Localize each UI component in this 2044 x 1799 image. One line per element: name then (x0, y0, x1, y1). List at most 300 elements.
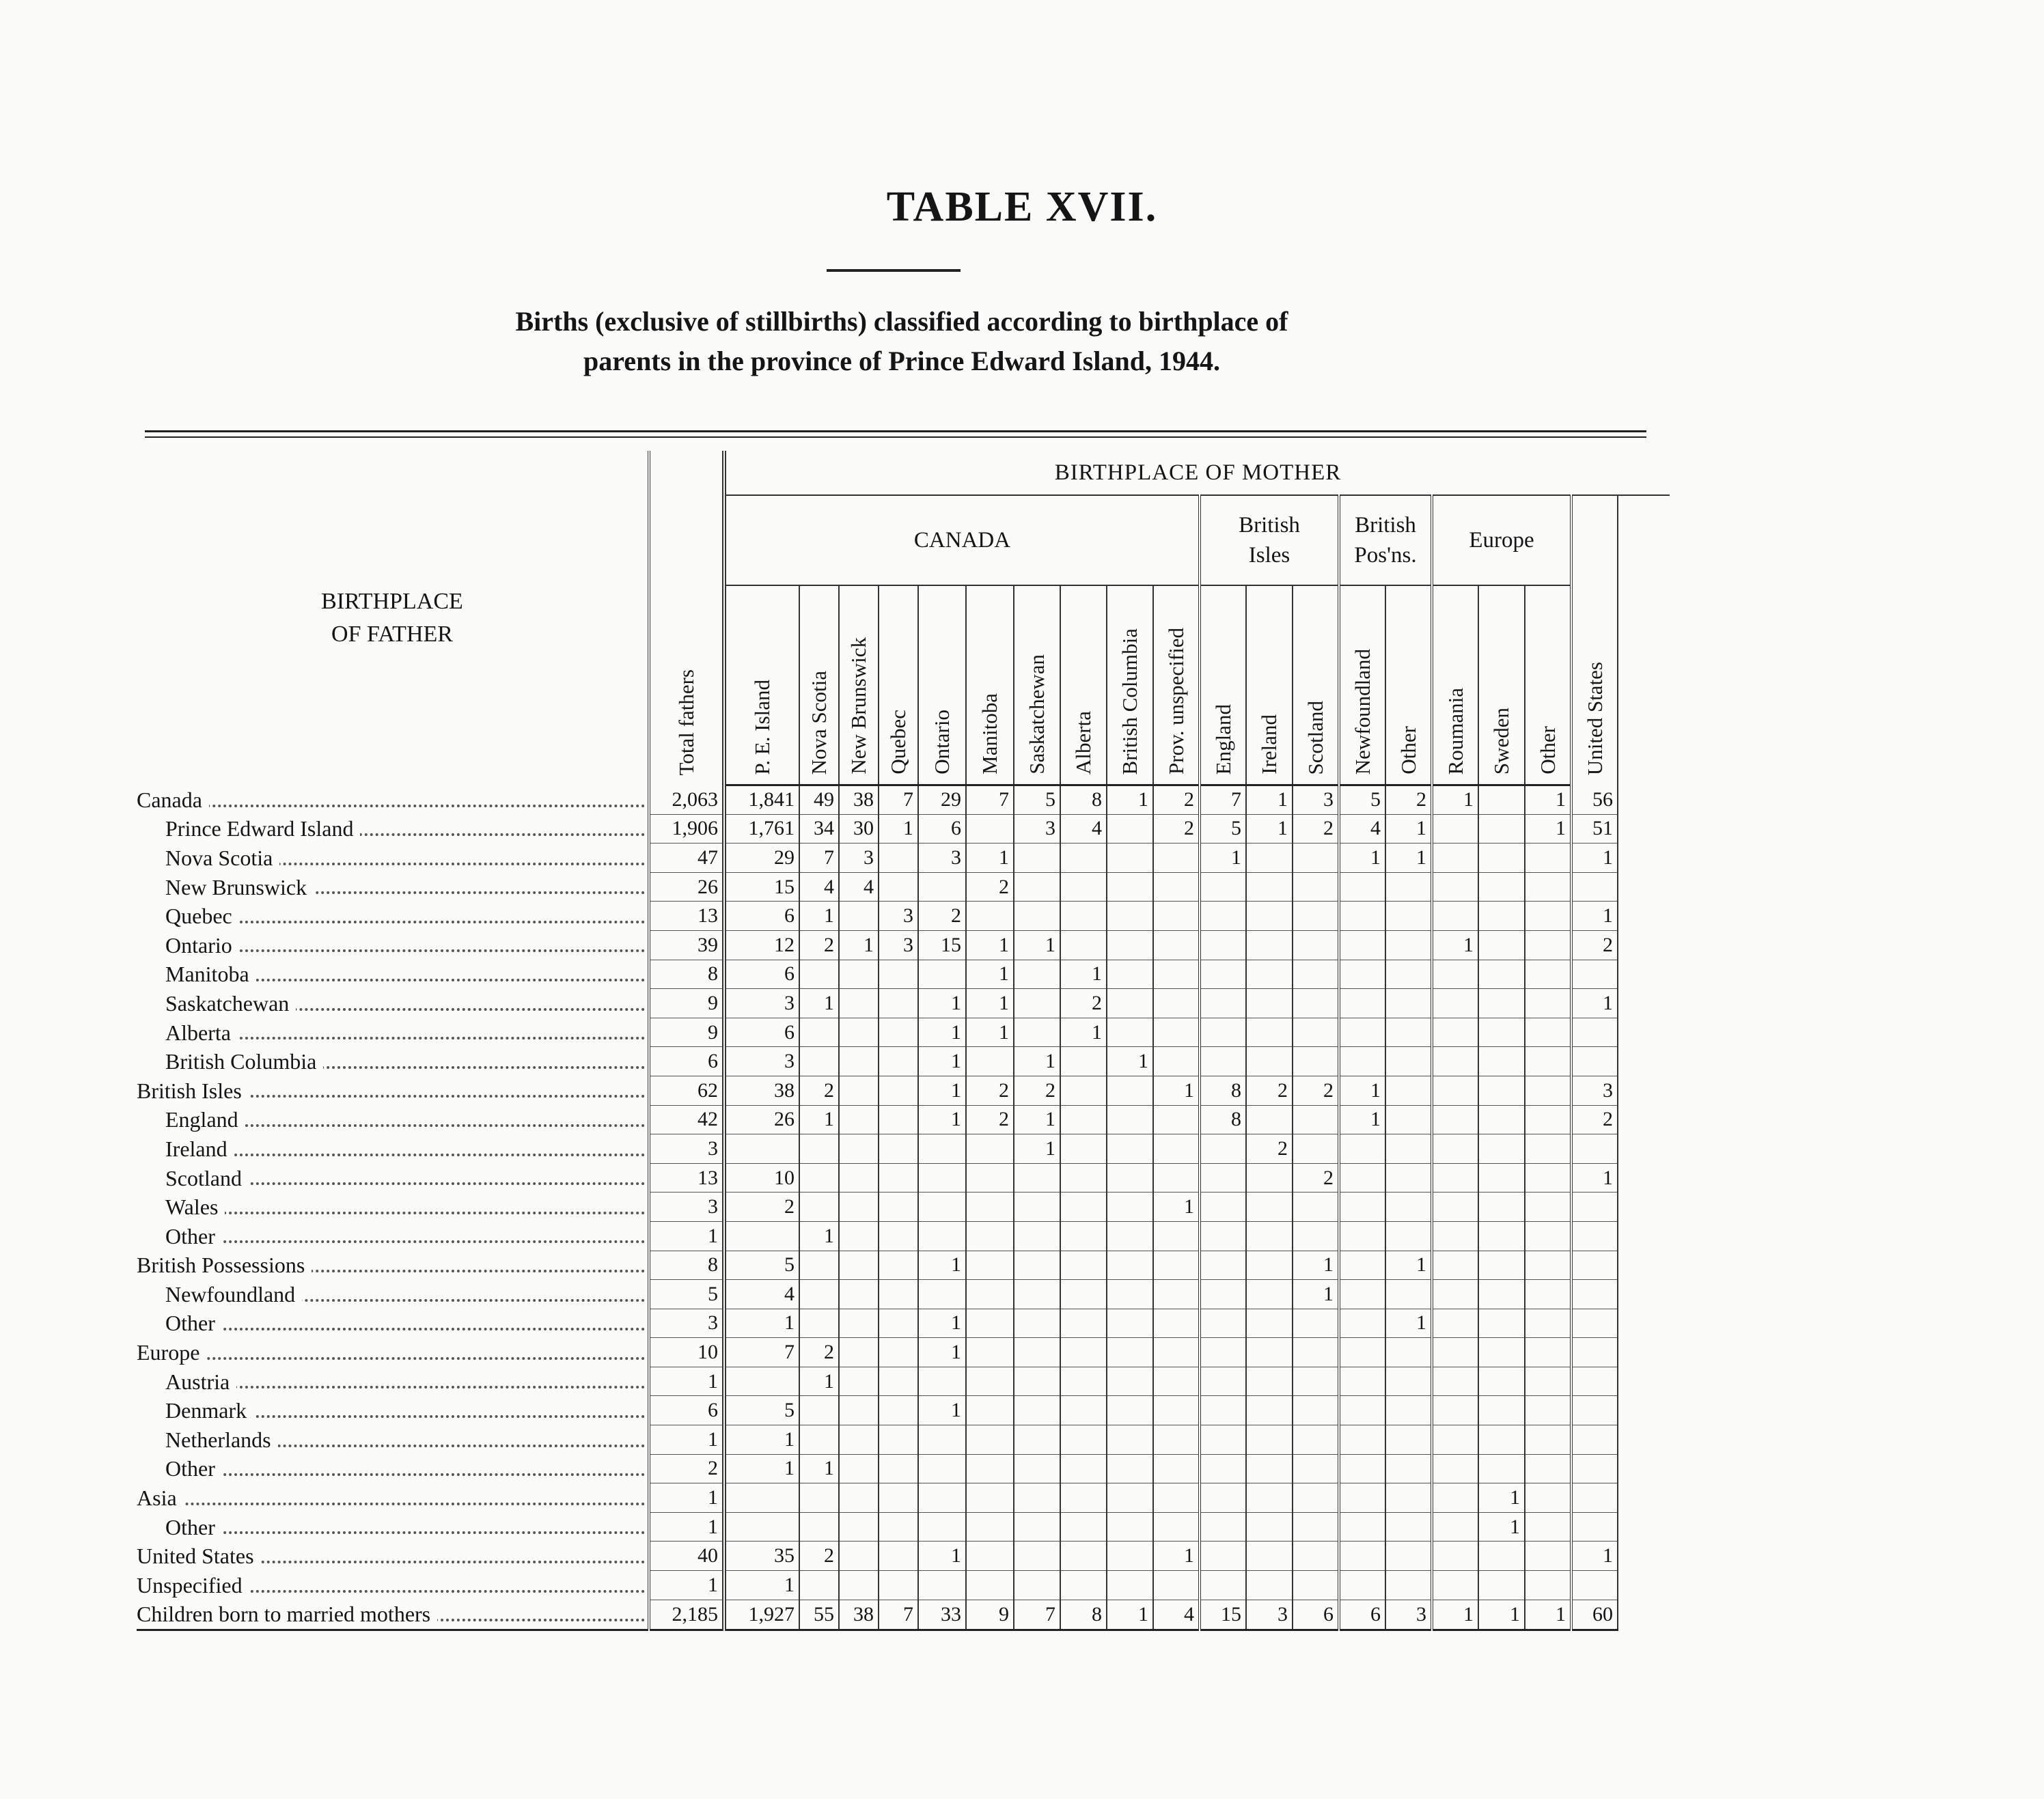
table-cell (1246, 960, 1293, 989)
table-cell (1478, 1367, 1525, 1396)
table-cell (1060, 1105, 1107, 1134)
table-top-rule (145, 430, 1646, 438)
leader-dots (137, 1357, 645, 1360)
table-cell: 7 (1014, 1600, 1060, 1630)
table-cell (1432, 1512, 1478, 1542)
table-cell (1153, 1105, 1200, 1134)
table-cell (1014, 1454, 1060, 1483)
col-label-other: Other (1396, 726, 1420, 775)
table-row (137, 1221, 1670, 1251)
table-cell (918, 1134, 966, 1164)
table-cell (839, 1542, 879, 1571)
table-cell: 1 (1107, 785, 1153, 815)
table-cell (1525, 1367, 1571, 1396)
row-label-text: Quebec (137, 904, 239, 928)
table-cell (1478, 989, 1525, 1018)
table-cell (1571, 1454, 1618, 1483)
table-cell (1385, 1483, 1432, 1513)
table-cell: 39 (649, 930, 724, 960)
table-cell (1525, 1542, 1571, 1571)
table-cell (1478, 872, 1525, 902)
table-cell: 15 (724, 872, 799, 902)
total-fathers-label: Total fathers (674, 669, 698, 776)
table-cell (879, 1251, 918, 1280)
table-cell (918, 1280, 966, 1309)
table-cell: 1 (799, 989, 839, 1018)
table-row (137, 1163, 1670, 1193)
table-cell (1432, 1193, 1478, 1222)
table-cell (1385, 1338, 1432, 1367)
table-cell (1246, 989, 1293, 1018)
table-cell: 1 (1014, 1134, 1060, 1164)
table-cell (1525, 989, 1571, 1018)
table-cell: 1 (1107, 1600, 1153, 1630)
table-cell: 5 (724, 1251, 799, 1280)
table-cell: 6 (649, 1396, 724, 1425)
col-label-alberta: Alberta (1071, 711, 1095, 775)
col-header-11-ireland (1246, 585, 1293, 785)
row-label (137, 1542, 649, 1571)
table-cell (839, 1134, 879, 1164)
table-cell (1385, 1193, 1432, 1222)
table-cell (1339, 1163, 1385, 1193)
table-cell: 1 (1478, 1600, 1525, 1630)
table-cell (879, 1454, 918, 1483)
row-label-text: Unspecified (137, 1573, 249, 1598)
table-cell (839, 1163, 879, 1193)
table-cell (1107, 1134, 1153, 1164)
table-cell (724, 1483, 799, 1513)
row-label (137, 814, 649, 843)
table-cell: 1 (799, 1221, 839, 1251)
row-label (137, 1251, 649, 1280)
table-cell (1339, 1221, 1385, 1251)
table-cell (1014, 1309, 1060, 1338)
row-label (137, 843, 649, 873)
col-header-9-prov-unspecified (1153, 585, 1200, 785)
col-header-4-ontario (918, 585, 966, 785)
table-cell (1014, 1193, 1060, 1222)
table-cell (966, 1134, 1014, 1164)
table-cell (1385, 872, 1432, 902)
table-cell (1571, 960, 1618, 989)
table-cell (839, 1105, 879, 1134)
table-cell (1107, 1542, 1153, 1571)
table-cell (879, 872, 918, 902)
row-label (137, 1193, 649, 1222)
table-cell (1293, 989, 1339, 1018)
table-cell (1571, 872, 1618, 902)
table-cell: 1 (649, 1221, 724, 1251)
table-cell (1525, 1105, 1571, 1134)
table-cell (1014, 1396, 1060, 1425)
table-cell (1525, 930, 1571, 960)
table-cell (1014, 1571, 1060, 1600)
table-cell: 4 (799, 872, 839, 902)
col-label-saskatchewan: Saskatchewan (1025, 654, 1049, 775)
table-cell (1293, 1338, 1339, 1367)
table-cell (1293, 1309, 1339, 1338)
table-cell: 4 (1339, 814, 1385, 843)
table-cell (1478, 1338, 1525, 1367)
table-cell: 1 (724, 1309, 799, 1338)
row-label-text: Scotland (137, 1166, 249, 1190)
table-cell (966, 1193, 1014, 1222)
table-cell (1200, 872, 1246, 902)
table-cell (1246, 930, 1293, 960)
table-cell (1293, 1221, 1339, 1251)
table-cell (799, 1425, 839, 1455)
table-cell: 1 (1339, 843, 1385, 873)
table-cell (1385, 1163, 1432, 1193)
table-cell (1525, 872, 1571, 902)
father-header-line-2: OF FATHER (331, 621, 453, 647)
table-cell: 1 (918, 1105, 966, 1134)
table-cell (1339, 1454, 1385, 1483)
table-cell (1200, 1309, 1246, 1338)
table-cell: 62 (649, 1076, 724, 1105)
table-cell (1478, 785, 1525, 815)
leader-dots (137, 805, 645, 807)
table-cell (724, 1367, 799, 1396)
table-cell: 10 (724, 1163, 799, 1193)
table-cell (1246, 902, 1293, 931)
table-cell (1246, 1280, 1293, 1309)
col-label-united-states: United States (1582, 662, 1607, 776)
table-cell (839, 1425, 879, 1455)
table-cell (1478, 1221, 1525, 1251)
table-cell (1432, 1047, 1478, 1076)
table-cell (966, 1280, 1014, 1309)
table-row (137, 814, 1670, 843)
table-cell (966, 1221, 1014, 1251)
table-cell (1107, 1163, 1153, 1193)
table-cell: 1 (918, 1309, 966, 1338)
table-cell: 1 (1293, 1251, 1339, 1280)
table-cell: 5 (724, 1396, 799, 1425)
table-cell (1525, 1076, 1571, 1105)
table-cell (1571, 1396, 1618, 1425)
table-cell (879, 1076, 918, 1105)
table-cell: 1 (724, 1425, 799, 1455)
table-cell (1432, 843, 1478, 873)
table-cell (1153, 1251, 1200, 1280)
table-cell (1339, 960, 1385, 989)
table-cell (1478, 1018, 1525, 1047)
table-cell (1293, 1483, 1339, 1513)
table-cell: 2 (1293, 814, 1339, 843)
table-row (137, 1280, 1670, 1309)
table-cell (1432, 1454, 1478, 1483)
table-cell (1014, 1512, 1060, 1542)
table-cell (1200, 1571, 1246, 1600)
row-label (137, 1018, 649, 1047)
table-cell (1478, 1396, 1525, 1425)
table-cell (1385, 1571, 1432, 1600)
table-cell (1432, 960, 1478, 989)
table-cell (1153, 1018, 1200, 1047)
table-cell (966, 1309, 1014, 1338)
table-cell (1200, 930, 1246, 960)
row-label (137, 1221, 649, 1251)
table-cell (1107, 1193, 1153, 1222)
table-cell (1571, 1483, 1618, 1513)
table-cell (918, 872, 966, 902)
table-cell: 1 (1014, 1047, 1060, 1076)
table-cell (1060, 1280, 1107, 1309)
table-row (137, 785, 1670, 815)
table-cell (1060, 1076, 1107, 1105)
table-cell (724, 1512, 799, 1542)
table-cell (1200, 1221, 1246, 1251)
table-cell (918, 1163, 966, 1193)
table-cell (799, 1571, 839, 1600)
table-cell (966, 1542, 1014, 1571)
table-cell: 8 (649, 960, 724, 989)
table-cell (1060, 1338, 1107, 1367)
table-row (137, 1193, 1670, 1222)
table-cell (1107, 872, 1153, 902)
row-label-text: Nova Scotia (137, 846, 279, 870)
table-cell (1200, 1047, 1246, 1076)
table-cell (1246, 1105, 1293, 1134)
row-label (137, 1425, 649, 1455)
table-cell: 1 (918, 1076, 966, 1105)
table-cell: 1 (966, 1018, 1014, 1047)
table-cell: 13 (649, 902, 724, 931)
table-cell: 2 (649, 1454, 724, 1483)
table-cell (839, 1396, 879, 1425)
table-cell: 6 (918, 814, 966, 843)
table-cell: 6 (649, 1047, 724, 1076)
table-cell (1107, 1221, 1153, 1251)
table-cell: 1 (1525, 814, 1571, 843)
table-cell (1060, 1134, 1107, 1164)
table-cell (1478, 902, 1525, 931)
table-cell: 1,761 (724, 814, 799, 843)
table-cell (1246, 1193, 1293, 1222)
table-cell (839, 1221, 879, 1251)
table-cell (1339, 1193, 1385, 1222)
col-label-roumania: Roumania (1443, 687, 1467, 775)
table-cell: 1 (1478, 1483, 1525, 1513)
table-cell (799, 1193, 839, 1222)
table-cell (1014, 960, 1060, 989)
table-cell (839, 1076, 879, 1105)
table-cell (1385, 1425, 1432, 1455)
row-label-text: Other (137, 1311, 222, 1335)
table-cell: 15 (918, 930, 966, 960)
table-cell: 1 (799, 902, 839, 931)
table-cell: 3 (839, 843, 879, 873)
table-cell (1014, 1018, 1060, 1047)
table-cell (1293, 1512, 1339, 1542)
col-label-other: Other (1535, 726, 1560, 775)
table-cell (799, 1483, 839, 1513)
table-cell (839, 1338, 879, 1367)
col-label-british-columbia: British Columbia (1118, 628, 1142, 775)
col-label-sweden: Sweden (1489, 707, 1513, 775)
table-cell: 1 (1014, 1105, 1060, 1134)
table-cell (1571, 1425, 1618, 1455)
row-label-text: Children born to married mothers (137, 1602, 437, 1626)
table-cell: 1 (1246, 814, 1293, 843)
col-header-united-states (1571, 495, 1618, 785)
table-cell (799, 1512, 839, 1542)
title-rule (827, 269, 961, 272)
table-cell (1339, 1571, 1385, 1600)
row-label-text: Manitoba (137, 962, 256, 986)
table-cell: 6 (1293, 1600, 1339, 1630)
table-cell (879, 1280, 918, 1309)
table-cell (1478, 1076, 1525, 1105)
table-cell: 26 (724, 1105, 799, 1134)
table-cell (1293, 960, 1339, 989)
table-cell: 1 (1339, 1105, 1385, 1134)
table-cell (1339, 1280, 1385, 1309)
table-cell: 1 (966, 960, 1014, 989)
row-label-text: Other (137, 1515, 222, 1539)
table-cell (1385, 960, 1432, 989)
table-cell: 1 (649, 1367, 724, 1396)
table-cell: 35 (724, 1542, 799, 1571)
table-cell (1293, 1193, 1339, 1222)
table-cell (1246, 1512, 1293, 1542)
table-cell (1060, 1512, 1107, 1542)
subtitle-line-1: Births (exclusive of stillbirths) classified according to birthplace of (515, 306, 1288, 337)
table-cell (1293, 1047, 1339, 1076)
table-cell (1478, 1193, 1525, 1222)
row-label-text: Ontario (137, 933, 239, 958)
total-fathers-header (649, 451, 724, 785)
table-cell (1246, 1483, 1293, 1513)
table-cell (1339, 1251, 1385, 1280)
table-cell: 29 (918, 785, 966, 815)
table-cell: 3 (1571, 1076, 1618, 1105)
table-cell (879, 1018, 918, 1047)
table-cell (1060, 1396, 1107, 1425)
table-cell (1525, 1512, 1571, 1542)
table-cell (1432, 1571, 1478, 1600)
table-cell (1014, 843, 1060, 873)
table-cell (799, 1280, 839, 1309)
col-header-0-p-e-island (724, 585, 799, 785)
table-cell (839, 1018, 879, 1047)
table-cell (1525, 1163, 1571, 1193)
table-cell (966, 1425, 1014, 1455)
table-cell (1293, 1396, 1339, 1425)
table-cell: 10 (649, 1338, 724, 1367)
table-cell (879, 1193, 918, 1222)
table-cell (1339, 1396, 1385, 1425)
table-cell (1200, 1367, 1246, 1396)
table-cell: 5 (649, 1280, 724, 1309)
table-cell (1339, 930, 1385, 960)
table-cell (1014, 1280, 1060, 1309)
table-cell: 1 (1385, 1251, 1432, 1280)
table-cell: 1 (1478, 1512, 1525, 1542)
table-cell: 2,185 (649, 1600, 724, 1630)
table-cell (1385, 1221, 1432, 1251)
table-cell: 1 (799, 1367, 839, 1396)
table-row (137, 1105, 1670, 1134)
table-cell (1525, 1193, 1571, 1222)
table-cell (1525, 1047, 1571, 1076)
table-cell (1478, 1105, 1525, 1134)
table-cell (1432, 1425, 1478, 1455)
table-cell (966, 1338, 1014, 1367)
table-cell: 1 (918, 1396, 966, 1425)
table-cell (1246, 1309, 1293, 1338)
table-cell: 3 (649, 1309, 724, 1338)
table-cell (1432, 1367, 1478, 1396)
table-cell (1014, 872, 1060, 902)
table-cell (879, 1105, 918, 1134)
table-cell (1107, 1483, 1153, 1513)
table-cell (1014, 989, 1060, 1018)
table-cell: 3 (879, 902, 918, 931)
table-cell (1200, 1251, 1246, 1280)
table-cell: 1 (1385, 1309, 1432, 1338)
table-cell (1060, 902, 1107, 931)
table-cell: 1 (1246, 785, 1293, 815)
table-cell: 1 (1525, 1600, 1571, 1630)
table-cell (1571, 1047, 1618, 1076)
table-cell: 40 (649, 1542, 724, 1571)
table-cell (799, 1134, 839, 1164)
table-cell (1014, 902, 1060, 931)
table-cell (839, 989, 879, 1018)
table-cell: 34 (799, 814, 839, 843)
col-label-p-e-island: P. E. Island (750, 679, 774, 775)
table-cell: 6 (1339, 1600, 1385, 1630)
table-cell (1200, 902, 1246, 931)
table-cell (799, 1047, 839, 1076)
table-cell: 7 (724, 1338, 799, 1367)
col-header-5-manitoba (966, 585, 1014, 785)
table-cell (839, 1309, 879, 1338)
row-label-text: Alberta (137, 1020, 238, 1045)
table-row (137, 960, 1670, 989)
row-label-text: Asia (137, 1486, 184, 1510)
table-cell (1107, 843, 1153, 873)
table-cell (1525, 1251, 1571, 1280)
row-label (137, 1512, 649, 1542)
table-cell (1246, 1542, 1293, 1571)
table-cell (1293, 1134, 1339, 1164)
table-row (137, 902, 1670, 931)
col-label-nova-scotia: Nova Scotia (807, 670, 831, 775)
table-cell (1339, 1309, 1385, 1338)
col-label-new-brunswick: New Brunswick (846, 637, 870, 775)
table-cell (1432, 814, 1478, 843)
table-cell: 9 (649, 989, 724, 1018)
table-cell: 1 (1432, 1600, 1478, 1630)
col-header-15-roumania (1432, 585, 1478, 785)
table-cell (839, 1047, 879, 1076)
table-cell (1385, 1512, 1432, 1542)
table-cell (1246, 1367, 1293, 1396)
table-cell (1571, 1367, 1618, 1396)
table-cell (1153, 1512, 1200, 1542)
table-cell: 3 (724, 989, 799, 1018)
table-cell: 1 (1571, 902, 1618, 931)
table-cell (1246, 1251, 1293, 1280)
table-cell: 2 (1293, 1163, 1339, 1193)
table-cell (1246, 1221, 1293, 1251)
group-canada: CANADA (724, 495, 1200, 585)
table-cell (1432, 1396, 1478, 1425)
